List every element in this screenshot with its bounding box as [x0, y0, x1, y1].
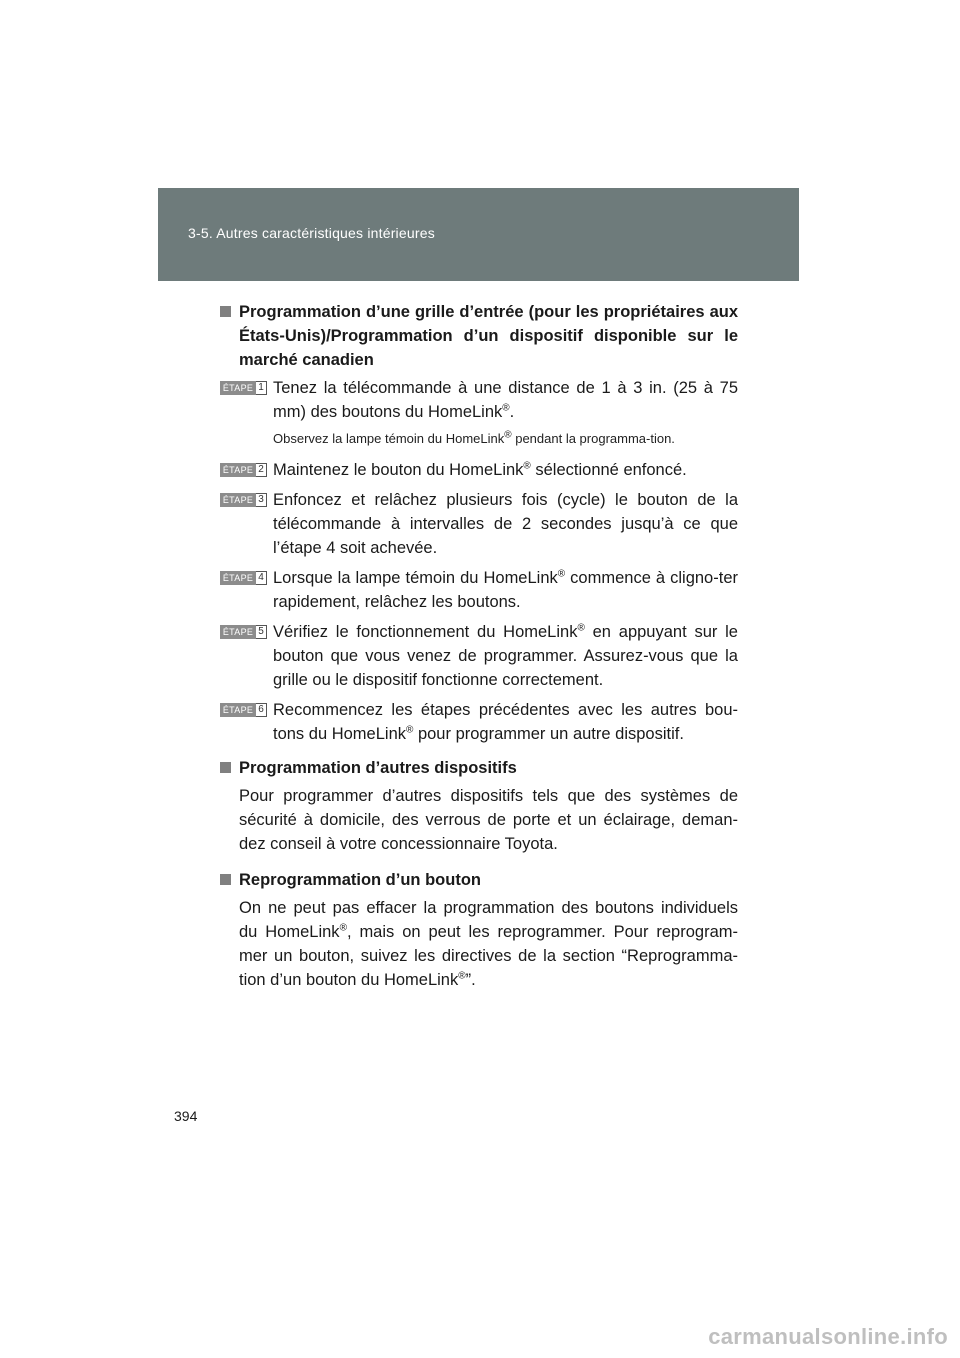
square-bullet-icon	[220, 306, 231, 317]
paragraph-text: , mais on peut les reprogrammer. Pour reprogram-mer un bouton, suivez les directives de la section “Reprogramma-tion d’un bouton du HomeLink	[239, 923, 738, 989]
step-text: Enfoncez et relâchez plusieurs fois (cycle) le bouton de la télécommande à intervalles de 2 secondes jusqu’à ce que l’étape 4 soit achevée.	[273, 491, 738, 557]
paragraph-text: On ne peut pas effacer la programmation des boutons individuels du HomeLink	[239, 899, 738, 941]
chapter-header-bar	[158, 188, 799, 281]
section-title-other-devices	[218, 756, 738, 780]
registered-mark: ®	[458, 970, 466, 982]
step-2	[218, 458, 738, 482]
step-text: Recommencez les étapes précédentes avec les autres bou-tons du HomeLink	[273, 701, 738, 743]
section-title-text: Programmation d’une grille d’entrée (pour les propriétaires aux États-Unis)/Programmation d’un dispositif disponible sur le marché canadien	[239, 303, 738, 369]
registered-mark: ®	[504, 429, 512, 441]
step-badge	[220, 493, 269, 507]
registered-mark: ®	[406, 724, 414, 736]
step-6	[218, 698, 738, 746]
step-badge-label: ÉTAPE	[220, 703, 256, 717]
step-text: Tenez la télécommande à une distance de 1 à 3 in. (25 à 75 mm) des boutons du HomeLink	[273, 379, 738, 421]
step-badge	[220, 571, 269, 585]
other-devices-paragraph: Pour programmer d’autres dispositifs tels que des systèmes de sécurité à domicile, des verrous de porte et un éclairage, deman-dez conseil à votre concessionnaire Toyota.	[239, 787, 738, 853]
registered-mark: ®	[339, 922, 347, 934]
registered-mark: ®	[523, 460, 531, 472]
step-badge-label: ÉTAPE	[220, 625, 256, 639]
step-text-end: .	[509, 403, 515, 421]
step-1	[218, 376, 738, 448]
step-5	[218, 620, 738, 692]
step-text-end: en appuyant sur le bouton que vous venez de programmer. Assurez-vous que la grille ou le dispositif fonctionne correctement.	[273, 623, 738, 689]
step-4	[218, 566, 738, 614]
step-badge-label: ÉTAPE	[220, 463, 256, 477]
step-badge-label: ÉTAPE	[220, 493, 256, 507]
reprogramming-paragraph	[218, 896, 738, 992]
step-note-text: Observez la lampe témoin du HomeLink	[273, 431, 505, 446]
watermark: carmanualsonline.info	[708, 1324, 948, 1349]
page-number: 394	[174, 1108, 198, 1124]
step-note	[273, 430, 738, 448]
step-text-end: sélectionné enfoncé.	[530, 461, 687, 479]
step-3	[218, 488, 738, 560]
step-note-text-end: pendant la programma-tion.	[511, 431, 675, 446]
step-badge	[220, 703, 269, 717]
step-badge-number: 2	[256, 463, 267, 477]
section-title-reprogramming	[218, 868, 738, 892]
section-title-grid	[218, 300, 738, 372]
step-badge-number: 6	[256, 703, 267, 717]
section-title-text: Programmation d’autres dispositifs	[239, 759, 517, 777]
registered-mark: ®	[557, 568, 566, 580]
registered-mark: ®	[502, 402, 510, 414]
step-badge-number: 1	[256, 381, 267, 395]
page-content	[218, 300, 738, 1004]
step-text-end: commence à cligno-ter rapidement, relâchez les boutons.	[273, 569, 738, 611]
step-text-end: pour programmer un autre dispositif.	[413, 725, 684, 743]
step-badge-number: 3	[256, 493, 267, 507]
chapter-section-title: 3-5. Autres caractéristiques intérieures	[188, 225, 435, 241]
step-text: Vérifiez le fonctionnement du HomeLink	[273, 623, 578, 641]
registered-mark: ®	[577, 622, 585, 634]
step-text: Lorsque la lampe témoin du HomeLink	[273, 569, 558, 587]
step-badge	[220, 381, 269, 395]
step-badge	[220, 625, 269, 639]
step-text: Maintenez le bouton du HomeLink	[273, 461, 524, 479]
paragraph-text: ”.	[465, 971, 476, 989]
step-badge-number: 4	[256, 571, 267, 585]
section-title-text: Reprogrammation d’un bouton	[239, 871, 481, 889]
step-badge	[220, 463, 269, 477]
square-bullet-icon	[220, 762, 231, 773]
step-badge-number: 5	[256, 625, 267, 639]
step-badge-label: ÉTAPE	[220, 571, 256, 585]
square-bullet-icon	[220, 874, 231, 885]
step-badge-label: ÉTAPE	[220, 381, 256, 395]
